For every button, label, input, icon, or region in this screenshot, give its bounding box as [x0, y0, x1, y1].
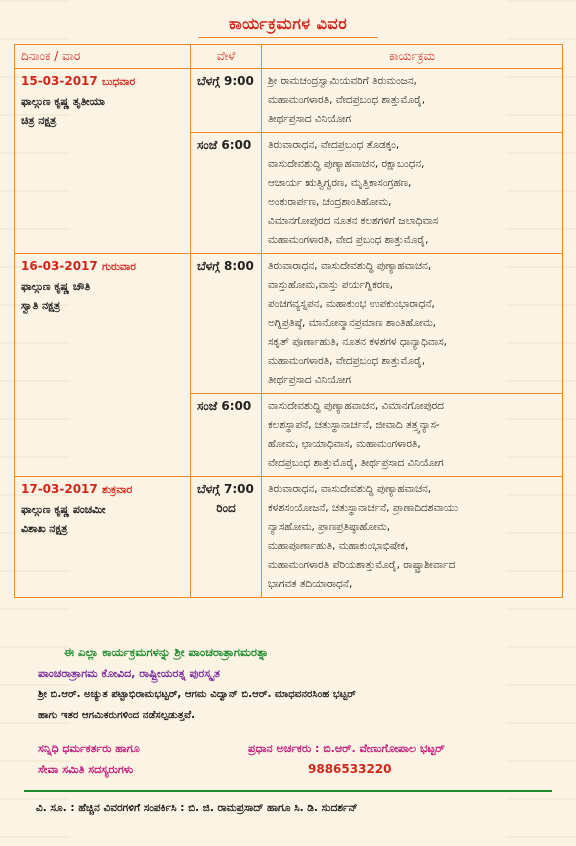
program-cell [262, 69, 563, 133]
time-cell [191, 254, 262, 394]
program-line: ಶ್ರೀ ರಾಮಚಂದ್ರಸ್ವಾಮಿಯವರಿಗೆ ತಿರುಮಂಜನ, [268, 75, 417, 87]
program-cell [262, 133, 563, 254]
nakshatra: ಸ್ವಾತಿ ನಕ್ಷತ್ರ [21, 299, 60, 312]
weekday: ಬುಧವಾರ [101, 76, 136, 88]
weekday: ಶುಕ್ರವಾರ [101, 484, 133, 496]
table-row [15, 254, 563, 394]
date-cell [15, 254, 191, 477]
program-line: ಅಗ್ನಿಪ್ರತಿಷ್ಠೆ, ಮಾನೋನ್ಮಾನಪ್ರಮಾಣ ಶಾಂತಿಹೋಮ, [268, 317, 436, 329]
time-cell [191, 69, 262, 133]
program-line: ಆಚಾರ್ಯ ಋತ್ವಿಗ್ವರಣ, ಮೃತ್ತಿಕಾಸಂಗ್ರಹಣ, [268, 177, 412, 189]
program-cell [262, 254, 563, 394]
time: ಬೆಳಗ್ಗೆ 7:00 [197, 482, 254, 496]
program-line: ಕಲಶಸ್ಥಾಪನೆ, ಚತುಸ್ಥಾನಾರ್ಚನೆ, ಜೀವಾದಿ ತತ್ತ್ವನ್ಯಾಸ- [268, 419, 440, 431]
footer-line-2: ಪಾಂಚರಾತ್ರಾಗಮ ಕೋವಿದ, ರಾಷ್ಟ್ರೀಯರತ್ನ ಪುರಸ್ಕೃತ [38, 667, 220, 680]
time-cell [191, 477, 262, 598]
time: ಬೆಳಗ್ಗೆ 8:00 [197, 259, 254, 273]
date: 17-03-2017 [21, 482, 98, 496]
program-line: ವಿಮಾನಗೋಪುರದ ನೂತನ ಕಲಶಗಳಿಗೆ ಜಲಾಧಿವಾಸ [268, 215, 439, 227]
time-cell [191, 133, 262, 254]
weekday: ಗುರುವಾರ [101, 261, 136, 273]
program-line: ಮಹಾಮಂಗಳಾರತಿ ಪೆರಿಯಶಾತ್ತುಮೊರೈ, ರಾಷ್ಟ್ರಾಶೀರ್ವಾದ [268, 559, 456, 571]
tithi: ಫಾಲ್ಗುಣ ಕೃಷ್ಣ ತೃತೀಯಾ [21, 95, 105, 108]
program-line: ಕಳಶಸಂಯೋಜನೆ, ಚತುಸ್ಥಾನಾರ್ಚನೆ, ಪ್ರಾಣಾದಿದಶವಾಯು [268, 502, 459, 514]
time-suffix: ರಿಂದ [216, 501, 236, 515]
title-underline [198, 37, 378, 38]
table-header-row [15, 45, 563, 69]
date: 16-03-2017 [21, 259, 98, 273]
program-line: ವಾಸ್ತುಹೋಮ,ವಾಸ್ತು ಪರ್ಯಗ್ನಿಕರಣ, [268, 279, 393, 291]
nakshatra: ಚಿತ್ರ ನಕ್ಷತ್ರ [21, 114, 57, 127]
program-line: ತೀರ್ಥಪ್ರಸಾದ ವಿನಿಯೋಗ [268, 113, 351, 125]
program-line: ಹೋಮ, ಛಾಯಾಧಿವಾಸ, ಮಹಾಮಂಗಳಾರತಿ, [268, 438, 421, 450]
program-cell [262, 394, 563, 477]
date-line [21, 72, 184, 92]
sannidhi-line-1: ಸನ್ನಿಧಿ ಧರ್ಮಕರ್ತರು ಹಾಗೂ [38, 742, 140, 755]
date-cell [15, 69, 191, 254]
page-title: ಕಾರ್ಯಕ್ರಮಗಳ ವಿವರ [228, 14, 348, 33]
archaka-line: ಪ್ರಧಾನ ಅರ್ಚಕರು : ಬಿ.ಆರ್. ವೇಣುಗೋಪಾಲ ಭಟ್ಟರ್ [248, 742, 445, 755]
header-program: ಕಾರ್ಯಕ್ರಮ [262, 45, 563, 69]
program-line: ನ್ಯಾಸಹೋಮ, ಪ್ರಾಣಪ್ರತಿಷ್ಠಾಹೋಮ, [268, 521, 391, 533]
time-cell [191, 394, 262, 477]
program-line: ಸಕೃತ್ ಪೂರ್ಣಾಹುತಿ, ನೂತನ ಕಳಶಗಳ ಧಾನ್ಯಾಧಿವಾಸ, [268, 336, 447, 348]
program-line: ಮಹಾಮಂಗಳಾರತಿ, ವೇದ ಪ್ರಬಂಧ ಶಾತ್ತುಮೊರೈ, [268, 234, 429, 246]
footer-note: ವಿ. ಸೂ. : ಹೆಚ್ಚಿನ ವಿವರಗಳಿಗೆ ಸಂಪರ್ಕಿಸಿ : ಬಿ. ಜಿ. ರಾಮಪ್ರಸಾದ್ ಹಾಗೂ ಸಿ. ಡಿ. ಸುದರ್ಶನ್ [36, 802, 358, 814]
schedule-table [14, 44, 563, 598]
date-line [21, 257, 184, 277]
sannidhi-block [38, 738, 238, 780]
program-cell [262, 477, 563, 598]
footer-divider [24, 790, 552, 792]
program-line: ಮಹಾಮಂಗಳಾರತಿ, ವೇದಪ್ರಬಂಧ ಶಾತ್ತುಮೊರೈ, [268, 355, 426, 367]
program-line: ವಾಸುದೇವಶುದ್ಧಿ ಪುಣ್ಯಾಹವಾಚನ, ರಕ್ಷಾಬಂಧನ, [268, 158, 425, 170]
program-line: ಮಹಾಮಂಗಳಾರತಿ, ವೇದಪ್ರಬಂಧ ಶಾತ್ತುಮೊರೈ, [268, 94, 426, 106]
footer [0, 642, 576, 726]
nakshatra: ವಿಶಾಖ ನಕ್ಷತ್ರ [21, 522, 68, 535]
time: ಬೆಳಗ್ಗೆ 9:00 [197, 74, 254, 88]
date: 15-03-2017 [21, 74, 98, 88]
date-cell [15, 477, 191, 598]
program-line: ತೀರ್ಥಪ್ರಸಾದ ವಿನಿಯೋಗ [268, 374, 351, 386]
program-line: ಅಂಕುರಾರ್ಪಣ, ಚಂದ್ರಶಾಂತಿಹೋಮ, [268, 196, 392, 208]
tithi: ಫಾಲ್ಗುಣ ಕೃಷ್ಣ ಚೌತಿ [21, 280, 91, 293]
program-line: ವೇದಪ್ರಬಂಧ ಶಾತ್ತುಮೊರೈ, ತೀರ್ಥಪ್ರಸಾದ ವಿನಿಯೋಗ [268, 457, 444, 469]
program-line: ವಾಸುದೇವಶುದ್ಧಿ ಪುಣ್ಯಾಹವಾಚನ, ವಿಮಾನಗೋಪುರದ [268, 400, 444, 412]
footer-line-1: ಈ ಎಲ್ಲಾ ಕಾರ್ಯಕ್ರಮಗಳನ್ನು ಶ್ರೀ ಪಾಂಚರಾತ್ರಾಗಮರತ್ನಾ [64, 645, 269, 659]
date-line [21, 480, 184, 500]
table-row [15, 477, 563, 598]
program-line: ಪಂಚಗವ್ಯಸ್ನಪನ, ಮಹಾಕುಂಭ ಉಪಕುಂಭಾರಾಧನೆ, [268, 298, 435, 310]
footer-line-4: ಹಾಗು ಇತರ ಆಗಮಿಕರುಗಳಿಂದ ನಡೆಸಲ್ಪಡುತ್ತವೆ. [38, 710, 195, 721]
tithi: ಫಾಲ್ಗುಣ ಕೃಷ್ಣ ಪಂಚಮೀ [21, 503, 106, 516]
program-line: ತಿರುವಾರಾಧನ, ವಾಸುದೇವಶುದ್ಧಿ ಪುಣ್ಯಾಹವಾಚನ, [268, 260, 432, 272]
sannidhi-line-2: ಸೇವಾ ಸಮಿತಿ ಸದಸ್ಯರುಗಳು [38, 763, 134, 776]
program-line: ಮಹಾಪೂರ್ಣಾಹುತಿ, ಮಹಾಕುಂಭಾಭಿಷೇಕ, [268, 540, 409, 552]
time: ಸಂಜೆ 6:00 [197, 138, 252, 152]
program-line: ಭಾಗವತ ತದಿಯಾರಾಧನೆ, [268, 578, 353, 590]
footer-line-3: ಶ್ರೀ ಬಿ.ಆರ್. ಅಚ್ಯುತ ಪಟ್ಟಾಭಿರಾಮಭಟ್ಟರ್, ಆಗಮ ವಿದ್ವಾನ್ ಬಿ.ಆರ್. ಮಾಧವನರಸಿಂಹ ಭಟ್ಟರ್ [38, 689, 356, 700]
archaka-block [248, 738, 568, 780]
program-line: ತಿರುವಾರಾಧನ, ವಾಸುದೇವಶುದ್ಧಿ ಪುಣ್ಯಾಹವಾಚನ, [268, 483, 432, 495]
header-date: ದಿನಾಂಕ / ವಾರ [15, 45, 191, 69]
table-row [15, 69, 563, 133]
program-line: ತಿರುವಾರಾಧನ, ವೇದಪ್ರಬಂಧ ತೊಡಕ್ಕಂ, [268, 139, 400, 151]
time: ಸಂಜೆ 6:00 [197, 399, 252, 413]
header-time: ವೇಳೆ [191, 45, 262, 69]
archaka-phone: 9886533220 [308, 762, 392, 776]
